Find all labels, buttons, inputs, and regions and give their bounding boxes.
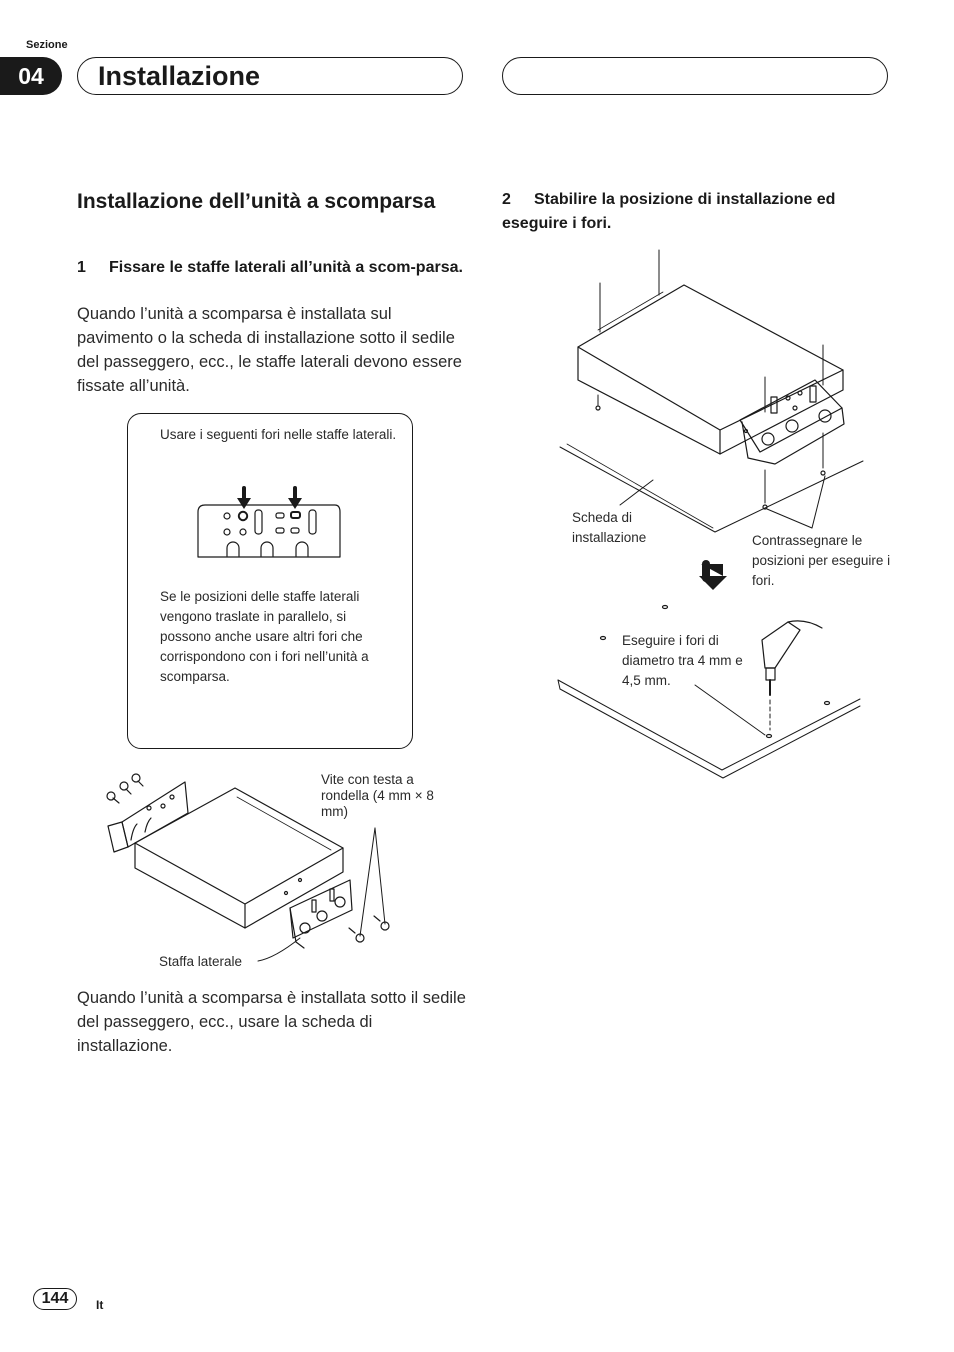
paragraph-floor-install: Quando l’unità a scomparsa è installata sul pavimento o la scheda di installazione sotto il sedile del passeggero, ecc., le staffe laterali devono essere fissate all’unità.: [77, 305, 462, 395]
label-side-bracket: Staffa laterale: [159, 954, 243, 969]
step-2-number: 2: [502, 191, 511, 208]
page-number: 144: [33, 1288, 77, 1310]
section-number-badge: 04: [0, 57, 62, 95]
paragraph-board-install: Quando l’unità a scomparsa è installata sotto il sedile del passeggero, ecc., usare la scheda di installazione.: [77, 989, 466, 1055]
callout-text-holes: Usare i seguenti fori nelle staffe laterali.: [160, 427, 397, 442]
drilling-figure: [558, 606, 860, 779]
callout-text-parallel: Se le posizioni delle staffe laterali vengono traslate in parallelo, si possono anche usare altri fori che corrispondono con i fori nell’unità a scomparsa.: [160, 589, 369, 684]
step-1-title: Fissare le staffe laterali all’unità a scom-parsa.: [109, 259, 463, 276]
label-screw: Vite con testa a rondella (4 mm × 8 mm): [321, 772, 434, 819]
step-2-title: Stabilire la posizione di installazione ed eseguire i fori.: [502, 191, 836, 232]
label-mark-positions: Contrassegnare le posizioni per eseguire i fori.: [752, 533, 891, 588]
language-code: It: [96, 1298, 104, 1312]
step-1-number: 1: [77, 259, 86, 276]
board-mounting-figure: [560, 250, 863, 590]
section-label: Sezione: [26, 39, 68, 51]
section-heading: Installazione dell’unità a scomparsa: [77, 190, 436, 213]
page-title: Installazione: [98, 61, 261, 91]
unit-bracket-assembly-figure: [107, 774, 389, 961]
label-drill-holes: Eseguire i fori di diametro tra 4 mm e 4,5 mm.: [622, 633, 743, 688]
bracket-detail-figure: [198, 488, 340, 557]
label-install-board: Scheda di installazione: [572, 510, 647, 545]
